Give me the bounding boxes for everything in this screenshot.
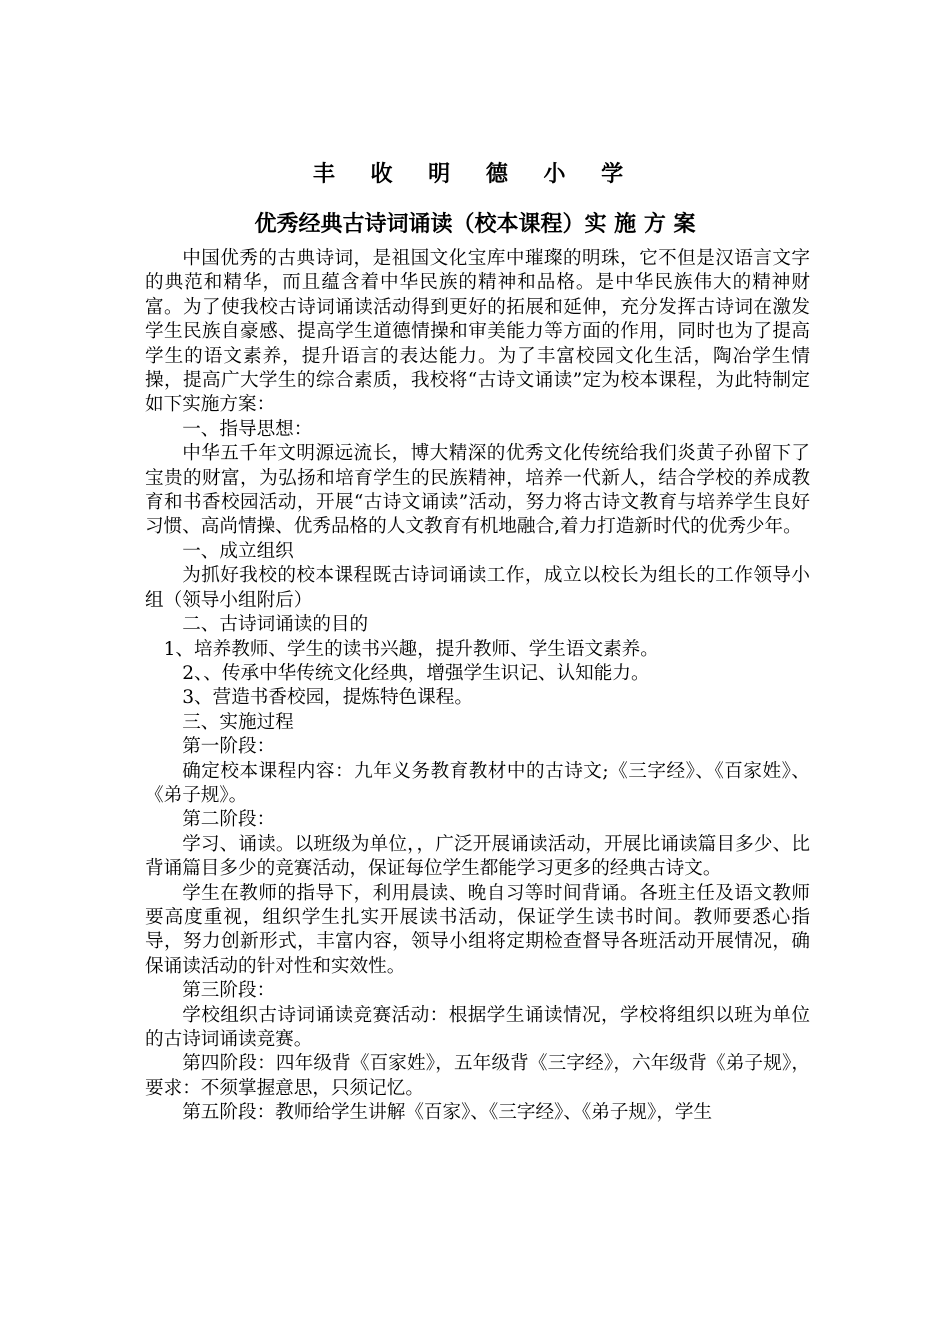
purpose-item-1: 1、培养教师、学生的读书兴趣，提升教师、学生语文素养。 <box>163 638 659 660</box>
stage-3-heading: 第三阶段： <box>182 980 276 1002</box>
section-heading-purpose: 二、古诗词诵读的目的 <box>182 614 369 636</box>
stage-1-heading: 第一阶段： <box>182 736 276 758</box>
organization-paragraph: 为抓好我校的校本课程既古诗词诵读工作，成立以校长为组长的工作领导小组（领导小组附后） <box>145 565 810 611</box>
stage-2-paragraph-2: 学生在教师的指导下，利用晨读、晚自习等时间背诵。各班主任及语文教师要高度重视，组织学生扎实开展读书活动，保证学生读书时间。教师要悉心指导，努力创新形式，丰富内容，领导小组将定期检查督导各班活动开展情况，确保诵读活动的针对性和实效性。 <box>145 882 810 977</box>
section-heading-organization: 一、成立组织 <box>182 540 294 562</box>
guiding-thought-paragraph: 中华五千年文明源远流长，博大精深的优秀文化传统给我们炎黄子孙留下了宝贵的财富，为弘扬和培育学生的民族精神，培养一代新人，结合学校的养成教育和书香校园活动，开展“古诗文诵读”活动，努力将古诗文教育与培养学生良好习惯、高尚情操、优秀品格的人文教育有机地融合,着力打造新时代的优秀少年。 <box>145 443 810 538</box>
school-name: 丰 收 明 德 小 学 <box>312 161 638 187</box>
stage-4-paragraph: 第四阶段：四年级背《百家姓》，五年级背《三字经》，六年级背《弟子规》，要求：不须掌握意思，只须记忆。 <box>145 1053 810 1099</box>
document-body <box>145 247 810 1126</box>
stage-3-paragraph: 学校组织古诗词诵读竞赛活动：根据学生诵读情况，学校将组织以班为单位的古诗词诵读竞赛。 <box>145 1004 810 1050</box>
stage-5-paragraph: 第五阶段：教师给学生讲解《百家》、《三字经》、《弟子规》，学生 <box>182 1102 713 1124</box>
section-heading-guiding-thought: 一、指导思想： <box>182 418 313 440</box>
stage-2-heading: 第二阶段： <box>182 809 276 831</box>
stage-1-paragraph: 确定校本课程内容：九年义务教育教材中的古诗文;《三字经》、《百家姓》、《弟子规》。 <box>145 760 810 806</box>
purpose-item-2: 2、、传承中华传统文化经典，增强学生识记、认知能力。 <box>182 662 650 684</box>
document-title: 优秀经典古诗词诵读（校本课程）实 施 方 案 <box>254 211 696 237</box>
stage-2-paragraph: 学习、诵读。以班级为单位，，广泛开展诵读活动，开展比诵读篇目多少、比背诵篇目多少的竞赛活动，保证每位学生都能学习更多的经典古诗文。 <box>145 833 810 880</box>
purpose-item-3: 3、营造书香校园，提炼特色课程。 <box>182 687 473 709</box>
intro-paragraph: 中国优秀的古典诗词，是祖国文化宝库中璀璨的明珠，它不但是汉语言文字的典范和精华，而且蕴含着中华民族的精神和品格。是中华民族伟大的精神财富。为了使我校古诗词诵读活动得到更好的拓展和延伸，充分发挥古诗词在激发学生民族自豪感、提高学生道德情操和审美能力等方面的作用，同时也为了提高学生的语文素养，提升语言的表达能力。为了丰富校园文化生活，陶冶学生情操，提高广大学生的综合素质，我校将“古诗文诵读”定为校本课程，为此特制定如下实施方案： <box>145 248 810 416</box>
section-heading-process: 三、实施过程 <box>182 711 294 733</box>
